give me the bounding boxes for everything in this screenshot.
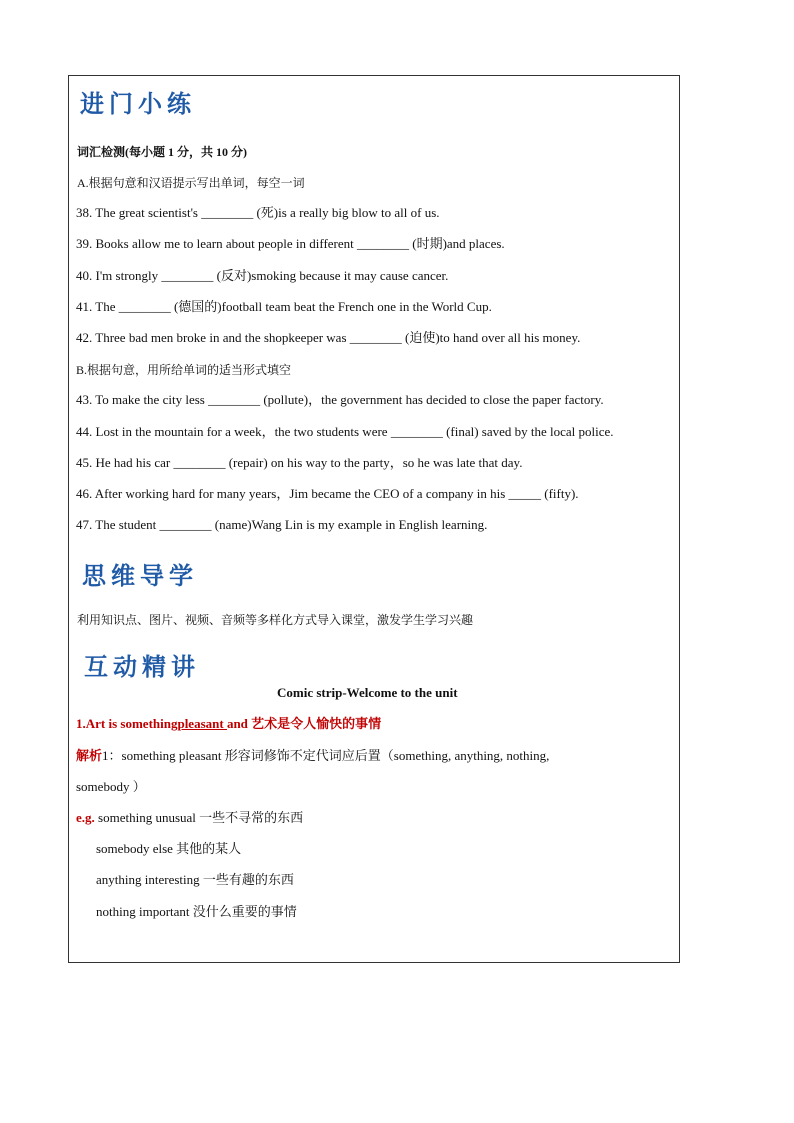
key-point-1-underlined: pleasant <box>177 716 227 731</box>
section-heading-practice: 进门小练 <box>80 90 196 118</box>
eg-label: e.g. <box>76 810 95 825</box>
thinking-text: 利用知识点、图片、视频、音频等多样化方式导入课堂，激发学生学习兴趣 <box>77 613 474 627</box>
question-38: 38. The great scientist's ________ (死)is a really big blow to all of us. <box>76 205 440 220</box>
key-point-1-prefix: 1.Art is something <box>76 716 178 731</box>
example-1: something unusual 一些不寻常的东西 <box>98 810 304 825</box>
part-a-instruction: A.根据句意和汉语提示写出单词，每空一词 <box>77 176 305 190</box>
analysis-continuation: somebody ） <box>76 779 146 794</box>
vocab-title: 词汇检测(每小题 1 分，共 10 分) <box>77 145 247 159</box>
analysis-line <box>76 748 549 764</box>
analysis-text: 1：something pleasant 形容词修饰不定代词应后置（something, anything, nothing, <box>102 748 550 763</box>
key-point-1 <box>76 716 381 732</box>
section-heading-thinking: 思维导学 <box>82 562 198 590</box>
question-47: 47. The student ________ (name)Wang Lin is my example in English learning. <box>76 517 488 532</box>
question-45: 45. He had his car ________ (repair) on his way to the party，so he was late that day. <box>76 455 523 470</box>
example-line-1 <box>76 810 303 826</box>
example-3: anything interesting 一些有趣的东西 <box>96 872 294 887</box>
question-39: 39. Books allow me to learn about people in different ________ (时期)and places. <box>76 236 505 251</box>
question-43: 43. To make the city less ________ (pollute)，the government has decided to close the paper factory. <box>76 392 604 407</box>
example-2: somebody else 其他的某人 <box>96 841 242 856</box>
part-b-instruction: B.根据句意，用所给单词的适当形式填空 <box>76 363 292 377</box>
question-42: 42. Three bad men broke in and the shopkeeper was ________ (迫使)to hand over all his money. <box>76 330 581 345</box>
section-heading-interactive: 互动精讲 <box>84 653 200 681</box>
question-44: 44. Lost in the mountain for a week，the two students were ________ (final) saved by the local police. <box>76 424 614 439</box>
question-40: 40. I'm strongly ________ (反对)smoking because it may cause cancer. <box>76 268 449 283</box>
question-41: 41. The ________ (德国的)football team beat the French one in the World Cup. <box>76 299 492 314</box>
example-4: nothing important 没什么重要的事情 <box>96 904 297 919</box>
lesson-subtitle: Comic strip-Welcome to the unit <box>277 685 458 700</box>
question-46: 46. After working hard for many years，Jim became the CEO of a company in his _____ (fifty). <box>76 486 579 501</box>
key-point-1-suffix: and 艺术是令人愉快的事情 <box>226 716 382 731</box>
analysis-label: 解析 <box>76 748 103 763</box>
